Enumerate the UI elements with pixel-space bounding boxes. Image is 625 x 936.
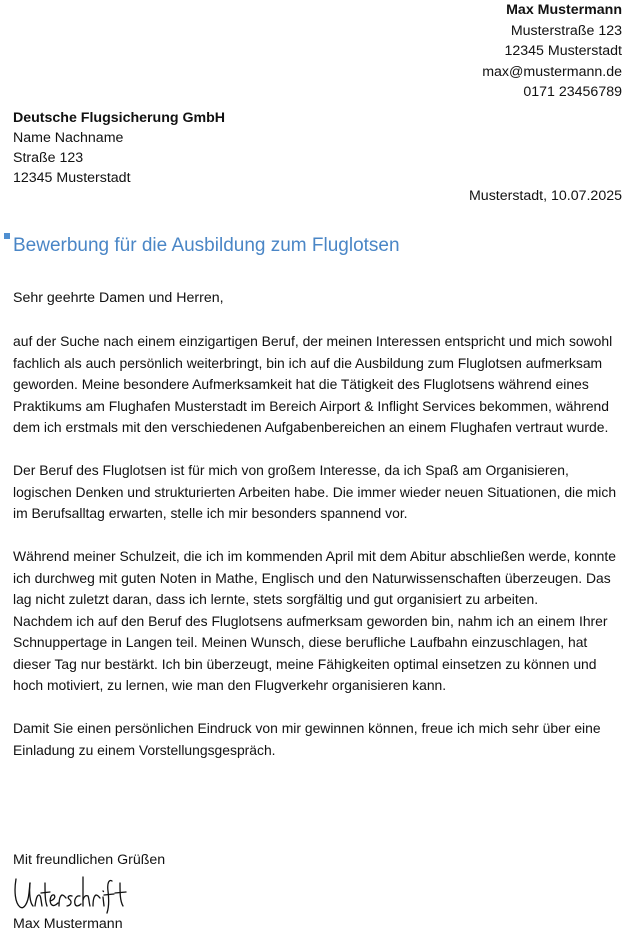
recipient-company: Deutsche Flugsicherung GmbH [13, 110, 226, 126]
sender-address-block [482, 0, 622, 103]
body-paragraph: Während meiner Schulzeit, die ich im kommenden April mit dem Abitur abschließen werde, konnte ich durchweg mit guten Noten in Mathe, Englisch und den Naturwissenschaften überzeugen. Das lag nicht zuletzt daran, dass ich lernte, stets sorgfältig und gut organisiert zu arbeiten. [13, 548, 616, 607]
letter-date: Musterstadt, 10.07.2025 [468, 188, 622, 204]
sender-name: Max Mustermann [506, 2, 622, 18]
handwritten-signature [12, 873, 132, 915]
sender-email: max@mustermann.de [482, 63, 622, 80]
sender-phone: 0171 23456789 [523, 84, 622, 100]
closing-phrase: Mit freundlichen Grüßen [13, 852, 166, 868]
body-paragraph: Damit Sie einen persönlichen Eindruck von mir gewinnen können, freue ich mich sehr über eine Einladung zu einem Vorstellungsgespräch. [13, 720, 601, 758]
signature-text: Unterschrift [12, 873, 18, 874]
salutation: Sehr geehrte Damen und Herren, [13, 290, 224, 306]
recipient-address-block [13, 108, 225, 188]
body-paragraph: Der Beruf des Fluglotsen ist für mich von großem Interesse, da ich Spaß am Organisieren, logischen Denken und strukturierten Arbeiten habe. Die immer wieder neuen Situationen, die mich im Berufsalltag erwarten, stelle ich mir besonders spannend vor. [13, 462, 617, 521]
recipient-contact: Name Nachname [13, 130, 124, 146]
body-paragraph: auf der Suche nach einem einzigartigen Beruf, der meinen Interessen entspricht und mich sowohl fachlich als auch persönlich weiterbringt, bin ich auf die Ausbildung zum Fluglotsen aufmerksam geworden. Meine besondere Aufmerksamkeit hat die Tätigkeit des Fluglotsens während eines Praktikums am Flughafen Musterstadt im Bereich Airport & Inflight Services bekommen, während dem ich erstmals mit den verschiedenen Aufgabenbereichen an einem Flughafen vertraut wurde. [13, 333, 613, 435]
letter-body [13, 331, 621, 783]
subject-marker-square [4, 233, 10, 239]
body-paragraph: Nachdem ich auf den Beruf des Fluglotsens aufmerksam geworden bin, nahm ich an einem Ihrer Schnuppertage in Langen teil. Meinen Wunsch, diese berufliche Laufbahn einzuschlagen, hat dieser Tag nur bestärkt. Ich bin überzeugt, meine Fähigkeiten optimal einsetzen zu können und hoch motiviert, zu lernen, wie man den Flugverkehr organisieren kann. [13, 612, 608, 693]
sender-street: Musterstraße 123 [510, 22, 622, 39]
recipient-street: Straße 123 [13, 150, 84, 166]
sender-city: 12345 Musterstadt [504, 43, 622, 59]
signer-name: Max Mustermann [13, 916, 123, 932]
letter-subject: Bewerbung für die Ausbildung zum Fluglotsen [13, 235, 400, 256]
recipient-city: 12345 Musterstadt [13, 170, 131, 186]
